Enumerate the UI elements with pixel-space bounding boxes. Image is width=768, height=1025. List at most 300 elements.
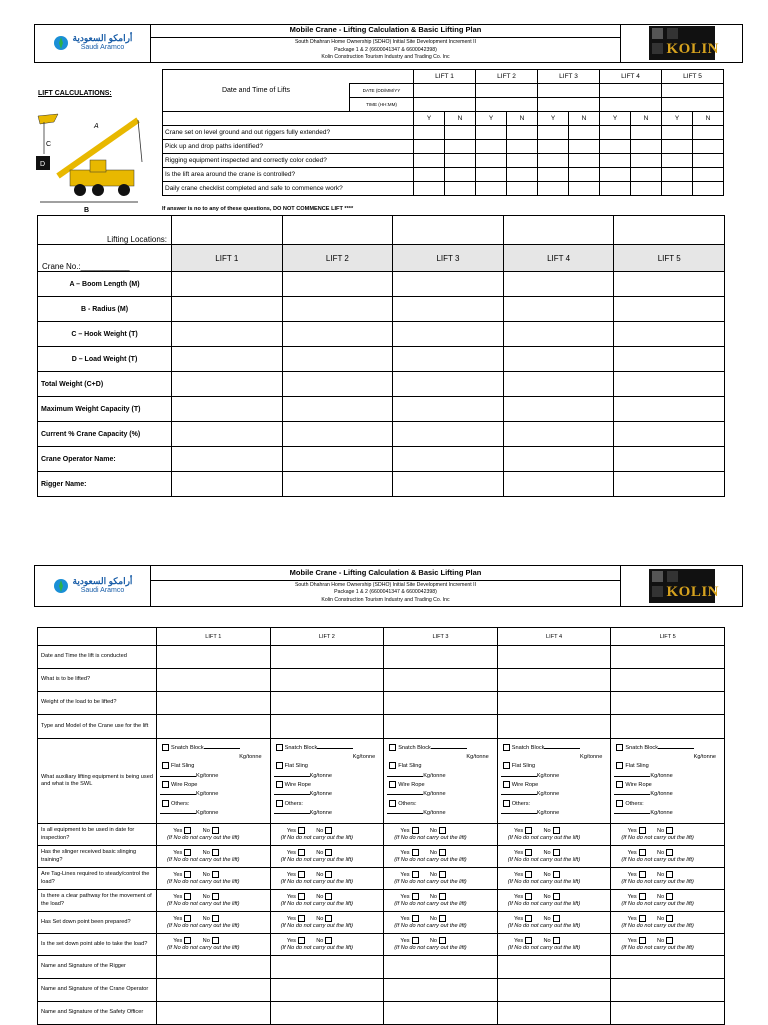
others-checkbox[interactable] xyxy=(503,800,510,807)
date-cell[interactable] xyxy=(662,84,724,98)
flat-sling-checkbox[interactable] xyxy=(503,762,510,769)
plan-row-label: Date and Time the lift is conducted xyxy=(38,646,157,669)
no-note: (If No do not carry out the lift) xyxy=(621,834,694,841)
flat-sling-checkbox[interactable] xyxy=(389,762,396,769)
calc-value-cell[interactable] xyxy=(614,347,725,372)
yes-label: Yes xyxy=(627,937,637,944)
yn-answer-cell[interactable] xyxy=(476,182,507,196)
yn-answer-cell[interactable] xyxy=(538,182,569,196)
plan-input-cell[interactable] xyxy=(611,692,725,715)
yes-checkbox[interactable] xyxy=(639,937,646,944)
plan-input-cell[interactable] xyxy=(611,715,725,739)
plan-input-cell[interactable] xyxy=(270,646,384,669)
yes-checkbox[interactable] xyxy=(525,893,532,900)
plan-input-cell[interactable] xyxy=(497,956,611,979)
plan-input-cell[interactable] xyxy=(270,715,384,739)
plan-row-label: Is all equipment to be used in date for inspection? xyxy=(38,824,157,846)
yes-checkbox[interactable] xyxy=(412,937,419,944)
yn-answer-cell[interactable] xyxy=(693,168,724,182)
plan-input-cell[interactable] xyxy=(497,979,611,1002)
yn-answer-cell[interactable] xyxy=(414,140,445,154)
plan-row-label: Is the set down point able to take the load? xyxy=(38,934,157,956)
yes-label: Yes xyxy=(173,893,183,900)
calc-value-cell[interactable] xyxy=(503,372,614,397)
crane-no-label: Crane No.:___________ xyxy=(38,245,172,272)
snatch-block-checkbox[interactable] xyxy=(276,744,283,751)
yes-label: Yes xyxy=(627,893,637,900)
no-checkbox[interactable] xyxy=(666,871,673,878)
yes-no-cell xyxy=(157,868,271,890)
yes-no-cell xyxy=(611,868,725,890)
calc-row xyxy=(38,347,725,372)
yn-answer-cell[interactable] xyxy=(507,154,538,168)
yes-checkbox[interactable] xyxy=(298,871,305,878)
yes-checkbox[interactable] xyxy=(298,893,305,900)
calc-value-cell[interactable] xyxy=(393,472,504,497)
no-checkbox[interactable] xyxy=(439,915,446,922)
yes-checkbox[interactable] xyxy=(525,915,532,922)
calc-value-cell[interactable] xyxy=(393,272,504,297)
yes-checkbox[interactable] xyxy=(525,937,532,944)
no-label: No xyxy=(429,849,438,856)
calc-value-cell[interactable] xyxy=(614,322,725,347)
yn-answer-cell[interactable] xyxy=(631,140,662,154)
yes-checkbox[interactable] xyxy=(184,893,191,900)
yn-answer-cell[interactable] xyxy=(507,140,538,154)
calc-value-cell[interactable] xyxy=(172,422,283,447)
no-label: No xyxy=(429,915,438,922)
unit-label: Kg/tonne xyxy=(536,772,560,779)
time-cell[interactable] xyxy=(662,98,724,112)
no-checkbox[interactable] xyxy=(212,937,219,944)
yes-checkbox[interactable] xyxy=(298,849,305,856)
yes-no-cell xyxy=(157,934,271,956)
y-header: Y xyxy=(600,112,631,126)
no-checkbox[interactable] xyxy=(666,827,673,834)
snatch-block-checkbox[interactable] xyxy=(503,744,510,751)
equipment-cell xyxy=(384,739,498,824)
plan-input-cell[interactable] xyxy=(497,646,611,669)
yn-answer-cell[interactable] xyxy=(693,182,724,196)
no-checkbox[interactable] xyxy=(439,849,446,856)
plan-input-cell[interactable] xyxy=(157,692,271,715)
yes-checkbox[interactable] xyxy=(184,827,191,834)
no-checkbox[interactable] xyxy=(439,893,446,900)
yn-answer-cell[interactable] xyxy=(414,154,445,168)
yes-checkbox[interactable] xyxy=(639,871,646,878)
checklist-question: Daily crane checklist completed and safe to commence work? xyxy=(163,182,414,196)
plan-input-cell[interactable] xyxy=(270,979,384,1002)
others-label: Others: xyxy=(171,800,190,807)
yn-answer-cell[interactable] xyxy=(476,168,507,182)
yes-checkbox[interactable] xyxy=(412,871,419,878)
project-line-2: Package 1 & 2 (6600041347 & 6600042398) xyxy=(334,46,437,53)
plan-input-cell[interactable] xyxy=(384,646,498,669)
yes-checkbox[interactable] xyxy=(639,827,646,834)
no-checkbox[interactable] xyxy=(553,937,560,944)
plan-row-label: Weight of the load to be lifted? xyxy=(38,692,157,715)
no-checkbox[interactable] xyxy=(666,893,673,900)
no-note: (If No do not carry out the lift) xyxy=(621,922,694,929)
yes-checkbox[interactable] xyxy=(184,915,191,922)
yn-answer-cell[interactable] xyxy=(600,126,631,140)
plan-input-cell[interactable] xyxy=(497,715,611,739)
yn-answer-cell[interactable] xyxy=(445,182,476,196)
yes-checkbox[interactable] xyxy=(184,849,191,856)
plan-input-cell[interactable] xyxy=(157,715,271,739)
no-checkbox[interactable] xyxy=(212,849,219,856)
yn-answer-cell[interactable] xyxy=(414,126,445,140)
yes-no-cell xyxy=(497,846,611,868)
yn-answer-cell[interactable] xyxy=(693,154,724,168)
yn-answer-cell[interactable] xyxy=(693,140,724,154)
page-header-top xyxy=(34,24,743,62)
calc-value-cell[interactable] xyxy=(614,447,725,472)
yes-checkbox[interactable] xyxy=(184,871,191,878)
calc-value-cell[interactable] xyxy=(393,397,504,422)
yn-answer-cell[interactable] xyxy=(600,182,631,196)
plan-input-cell[interactable] xyxy=(157,669,271,692)
calc-row xyxy=(38,472,725,497)
no-checkbox[interactable] xyxy=(325,849,332,856)
unit-label: Kg/tonne xyxy=(650,772,673,779)
no-checkbox[interactable] xyxy=(212,893,219,900)
plan-input-cell[interactable] xyxy=(270,1002,384,1025)
yn-answer-cell[interactable] xyxy=(631,182,662,196)
no-checkbox[interactable] xyxy=(325,827,332,834)
yn-answer-cell[interactable] xyxy=(507,182,538,196)
plan-input-cell[interactable] xyxy=(611,979,725,1002)
plan-input-cell[interactable] xyxy=(384,669,498,692)
no-note: (If No do not carry out the lift) xyxy=(507,944,581,951)
plan-input-cell[interactable] xyxy=(270,692,384,715)
project-line-1: South Dhahran Home Ownership (SDHO) Initial Site Development Increment II xyxy=(294,39,477,45)
lift-col-5: LIFT 5 xyxy=(614,245,725,272)
yn-answer-cell[interactable] xyxy=(476,140,507,154)
calc-value-cell[interactable] xyxy=(172,447,283,472)
flat-sling-checkbox[interactable] xyxy=(276,762,283,769)
wire-rope-checkbox[interactable] xyxy=(162,781,169,788)
calc-value-cell[interactable] xyxy=(172,272,283,297)
plan-lift-5: LIFT 5 xyxy=(611,628,725,646)
aramco-arabic: أرامكو السعودية xyxy=(72,33,133,44)
yn-answer-cell[interactable] xyxy=(662,140,693,154)
yes-no-cell xyxy=(270,846,384,868)
no-checkbox[interactable] xyxy=(325,937,332,944)
calc-value-cell[interactable] xyxy=(172,397,283,422)
yes-checkbox[interactable] xyxy=(298,937,305,944)
no-checkbox[interactable] xyxy=(325,871,332,878)
yn-answer-cell[interactable] xyxy=(662,182,693,196)
yes-checkbox[interactable] xyxy=(412,893,419,900)
yn-answer-cell[interactable] xyxy=(445,168,476,182)
plan-input-cell[interactable] xyxy=(611,1002,725,1025)
yes-checkbox[interactable] xyxy=(525,871,532,878)
yn-answer-cell[interactable] xyxy=(414,168,445,182)
lift-calc-title: LIFT CALCULATIONS: xyxy=(38,90,112,97)
calc-value-cell[interactable] xyxy=(282,472,393,497)
location-cell[interactable] xyxy=(503,216,614,245)
calc-value-cell[interactable] xyxy=(614,372,725,397)
no-label: No xyxy=(543,827,551,834)
calc-value-cell[interactable] xyxy=(282,397,393,422)
yn-answer-cell[interactable] xyxy=(476,154,507,168)
plan-input-cell[interactable] xyxy=(157,1002,271,1025)
calc-value-cell[interactable] xyxy=(282,447,393,472)
calc-value-cell[interactable] xyxy=(282,322,393,347)
unit-label: Kg/tonne xyxy=(196,772,219,779)
yn-answer-cell[interactable] xyxy=(569,140,600,154)
calc-value-cell[interactable] xyxy=(503,472,614,497)
yes-checkbox[interactable] xyxy=(412,849,419,856)
snatch-block-checkbox[interactable] xyxy=(162,744,169,751)
yn-answer-cell[interactable] xyxy=(476,126,507,140)
wire-rope-checkbox[interactable] xyxy=(616,781,623,788)
flat-sling-checkbox[interactable] xyxy=(162,762,169,769)
no-checkbox[interactable] xyxy=(325,893,332,900)
plan-row-label: Has the slinger received basic slinging training? xyxy=(38,846,157,868)
location-cell[interactable] xyxy=(282,216,393,245)
n-header: N xyxy=(693,112,724,126)
others-checkbox[interactable] xyxy=(276,800,283,807)
yn-answer-cell[interactable] xyxy=(569,154,600,168)
wire-rope-checkbox[interactable] xyxy=(276,781,283,788)
unit-label: Kg/tonne xyxy=(536,809,560,816)
calc-value-cell[interactable] xyxy=(172,347,283,372)
calc-value-cell[interactable] xyxy=(282,372,393,397)
snatch-block-checkbox[interactable] xyxy=(616,744,623,751)
no-note: (If No do not carry out the lift) xyxy=(167,856,240,863)
yes-checkbox[interactable] xyxy=(298,827,305,834)
snatch-block-label: Snatch Block xyxy=(398,744,431,751)
no-checkbox[interactable] xyxy=(212,827,219,834)
yes-label: Yes xyxy=(514,849,524,856)
calc-value-cell[interactable] xyxy=(393,447,504,472)
calc-value-cell[interactable] xyxy=(614,422,725,447)
plan-input-cell[interactable] xyxy=(611,646,725,669)
no-checkbox[interactable] xyxy=(439,937,446,944)
yes-label: Yes xyxy=(400,827,410,834)
no-checkbox[interactable] xyxy=(666,849,673,856)
yes-checkbox[interactable] xyxy=(525,827,532,834)
calc-value-cell[interactable] xyxy=(393,297,504,322)
date-cell[interactable] xyxy=(414,84,476,98)
calc-value-cell[interactable] xyxy=(503,422,614,447)
yes-label: Yes xyxy=(286,915,296,922)
yn-answer-cell[interactable] xyxy=(569,168,600,182)
wire-rope-checkbox[interactable] xyxy=(389,781,396,788)
yn-answer-cell[interactable] xyxy=(631,126,662,140)
calc-value-cell[interactable] xyxy=(503,322,614,347)
yes-label: Yes xyxy=(514,827,524,834)
time-label: TIME (HH:MM) xyxy=(350,98,414,112)
calc-value-cell[interactable] xyxy=(172,322,283,347)
snatch-block-label: Snatch Block xyxy=(284,744,318,751)
calc-value-cell[interactable] xyxy=(282,297,393,322)
no-checkbox[interactable] xyxy=(553,849,560,856)
yn-answer-cell[interactable] xyxy=(445,126,476,140)
no-note: (If No do not carry out the lift) xyxy=(167,878,240,885)
time-cell[interactable] xyxy=(476,98,538,112)
wire-rope-label: Wire Rope xyxy=(625,782,652,788)
calc-value-cell[interactable] xyxy=(503,272,614,297)
date-cell[interactable] xyxy=(600,84,662,98)
others-checkbox[interactable] xyxy=(162,800,169,807)
yn-answer-cell[interactable] xyxy=(538,168,569,182)
calc-value-cell[interactable] xyxy=(503,297,614,322)
calc-value-cell[interactable] xyxy=(503,347,614,372)
plan-input-cell[interactable] xyxy=(157,646,271,669)
calc-value-cell[interactable] xyxy=(393,347,504,372)
no-checkbox[interactable] xyxy=(439,871,446,878)
yes-no-cell xyxy=(384,846,498,868)
yn-answer-cell[interactable] xyxy=(600,154,631,168)
plan-input-cell[interactable] xyxy=(157,956,271,979)
yn-answer-cell[interactable] xyxy=(445,140,476,154)
time-cell[interactable] xyxy=(538,98,600,112)
others-checkbox[interactable] xyxy=(389,800,396,807)
no-checkbox[interactable] xyxy=(325,915,332,922)
plan-input-cell[interactable] xyxy=(497,669,611,692)
plan-input-cell[interactable] xyxy=(384,692,498,715)
pre-lift-checklist xyxy=(162,69,724,196)
no-note: (If No do not carry out the lift) xyxy=(394,834,467,841)
others-label: Others: xyxy=(511,800,531,807)
no-checkbox[interactable] xyxy=(666,937,673,944)
yn-answer-cell[interactable] xyxy=(600,140,631,154)
calc-value-cell[interactable] xyxy=(614,472,725,497)
location-cell[interactable] xyxy=(172,216,283,245)
yes-checkbox[interactable] xyxy=(639,915,646,922)
yn-answer-cell[interactable] xyxy=(569,126,600,140)
calc-value-cell[interactable] xyxy=(393,422,504,447)
location-cell[interactable] xyxy=(393,216,504,245)
plan-input-cell[interactable] xyxy=(384,1002,498,1025)
yn-answer-cell[interactable] xyxy=(569,182,600,196)
no-note: (If No do not carry out the lift) xyxy=(507,900,581,907)
y-header: Y xyxy=(538,112,569,126)
checklist-row xyxy=(163,154,724,168)
diagram-label-a: A xyxy=(94,123,99,130)
others-checkbox[interactable] xyxy=(616,800,623,807)
calc-value-cell[interactable] xyxy=(393,372,504,397)
diagram-label-d: D xyxy=(40,161,46,168)
calc-row xyxy=(38,372,725,397)
yes-label: Yes xyxy=(286,849,296,856)
no-checkbox[interactable] xyxy=(553,915,560,922)
no-checkbox[interactable] xyxy=(553,871,560,878)
yes-checkbox[interactable] xyxy=(184,937,191,944)
calc-value-cell[interactable] xyxy=(614,272,725,297)
yn-answer-cell[interactable] xyxy=(600,168,631,182)
lift-header-1: LIFT 1 xyxy=(414,70,476,84)
yn-answer-cell[interactable] xyxy=(693,126,724,140)
calc-value-cell[interactable] xyxy=(614,297,725,322)
yes-checkbox[interactable] xyxy=(639,893,646,900)
plan-input-cell[interactable] xyxy=(384,956,498,979)
yes-label: Yes xyxy=(400,893,410,900)
yn-answer-cell[interactable] xyxy=(631,154,662,168)
yes-checkbox[interactable] xyxy=(412,827,419,834)
yn-answer-cell[interactable] xyxy=(662,154,693,168)
wire-rope-label: Wire Rope xyxy=(171,782,198,788)
calc-value-cell[interactable] xyxy=(614,397,725,422)
crane-diagram xyxy=(34,102,162,216)
no-note: (If No do not carry out the lift) xyxy=(394,922,467,929)
calc-value-cell[interactable] xyxy=(172,472,283,497)
plan-input-cell[interactable] xyxy=(270,956,384,979)
yes-checkbox[interactable] xyxy=(412,915,419,922)
yn-answer-cell[interactable] xyxy=(538,154,569,168)
calc-value-cell[interactable] xyxy=(503,447,614,472)
time-cell[interactable] xyxy=(414,98,476,112)
kolin-logo xyxy=(621,566,743,607)
plan-input-cell[interactable] xyxy=(157,979,271,1002)
yn-answer-cell[interactable] xyxy=(507,126,538,140)
calc-value-cell[interactable] xyxy=(282,422,393,447)
yes-no-cell xyxy=(384,890,498,912)
plan-input-cell[interactable] xyxy=(611,956,725,979)
no-note: (If No do not carry out the lift) xyxy=(621,944,694,951)
no-checkbox[interactable] xyxy=(212,871,219,878)
yn-answer-cell[interactable] xyxy=(662,126,693,140)
yn-answer-cell[interactable] xyxy=(507,168,538,182)
calc-value-cell[interactable] xyxy=(282,272,393,297)
plan-row xyxy=(38,979,725,1002)
yes-no-cell xyxy=(157,890,271,912)
calc-value-cell[interactable] xyxy=(282,347,393,372)
no-note: (If No do not carry out the lift) xyxy=(280,922,354,929)
date-cell[interactable] xyxy=(476,84,538,98)
time-cell[interactable] xyxy=(600,98,662,112)
yes-checkbox[interactable] xyxy=(639,849,646,856)
plan-input-cell[interactable] xyxy=(611,669,725,692)
plan-input-cell[interactable] xyxy=(270,669,384,692)
lift-col-3: LIFT 3 xyxy=(393,245,504,272)
wire-rope-checkbox[interactable] xyxy=(503,781,510,788)
yes-checkbox[interactable] xyxy=(525,849,532,856)
date-cell[interactable] xyxy=(538,84,600,98)
plan-input-cell[interactable] xyxy=(497,1002,611,1025)
no-checkbox[interactable] xyxy=(553,893,560,900)
yes-no-cell xyxy=(270,824,384,846)
yn-answer-cell[interactable] xyxy=(414,182,445,196)
no-checkbox[interactable] xyxy=(212,915,219,922)
no-label: No xyxy=(429,827,438,834)
snatch-block-checkbox[interactable] xyxy=(389,744,396,751)
calc-value-cell[interactable] xyxy=(172,297,283,322)
yes-checkbox[interactable] xyxy=(298,915,305,922)
calc-value-cell[interactable] xyxy=(393,322,504,347)
calc-value-cell[interactable] xyxy=(172,372,283,397)
yn-answer-cell[interactable] xyxy=(662,168,693,182)
plan-input-cell[interactable] xyxy=(497,692,611,715)
calc-value-cell[interactable] xyxy=(503,397,614,422)
plan-input-cell[interactable] xyxy=(384,715,498,739)
location-cell[interactable] xyxy=(614,216,725,245)
plan-input-cell[interactable] xyxy=(384,979,498,1002)
flat-sling-checkbox[interactable] xyxy=(616,762,623,769)
others-label: Others: xyxy=(625,800,644,807)
no-checkbox[interactable] xyxy=(439,827,446,834)
yn-answer-cell[interactable] xyxy=(538,140,569,154)
no-note: (If No do not carry out the lift) xyxy=(167,922,240,929)
yn-answer-cell[interactable] xyxy=(445,154,476,168)
no-checkbox[interactable] xyxy=(553,827,560,834)
yn-answer-cell[interactable] xyxy=(538,126,569,140)
yn-answer-cell[interactable] xyxy=(631,168,662,182)
no-checkbox[interactable] xyxy=(666,915,673,922)
